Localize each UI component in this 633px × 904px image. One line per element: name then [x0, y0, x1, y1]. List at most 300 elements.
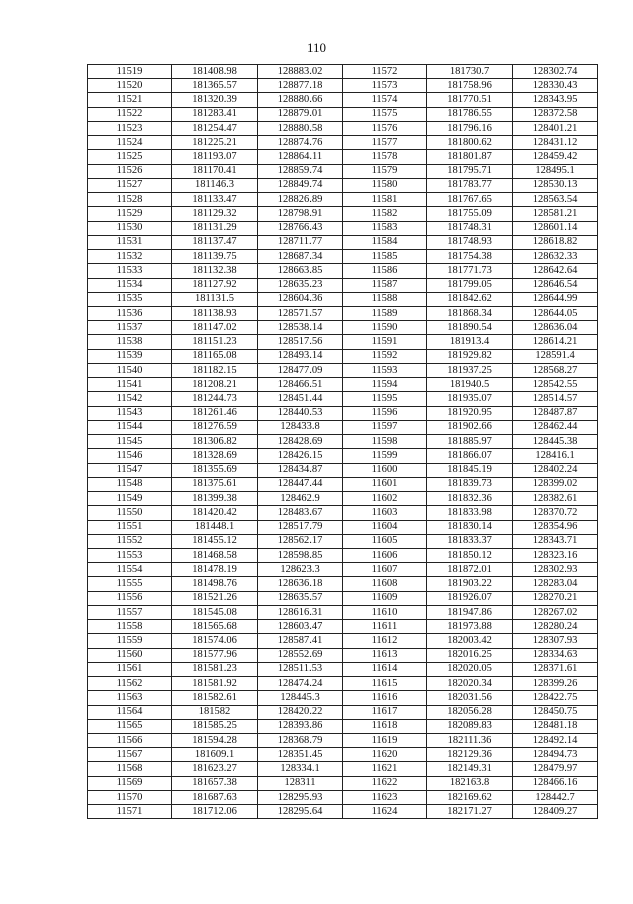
point-number-cell: 11617: [343, 705, 427, 719]
table-row: [88, 492, 598, 506]
y-coordinate-cell: 128618.82: [513, 235, 598, 249]
x-coordinate-cell: 181903.22: [427, 577, 513, 591]
x-coordinate-cell: 181132.38: [172, 264, 258, 278]
table-row: [88, 577, 598, 591]
y-coordinate-cell: 128483.67: [258, 506, 343, 520]
y-coordinate-cell: 128614.21: [513, 335, 598, 349]
point-number-cell: 11605: [343, 534, 427, 548]
point-number-cell: 11585: [343, 250, 427, 264]
x-coordinate-cell: 181261.46: [172, 406, 258, 420]
y-coordinate-cell: 128864.11: [258, 150, 343, 164]
y-coordinate-cell: 128399.26: [513, 677, 598, 691]
table-row: [88, 250, 598, 264]
point-number-cell: 11530: [88, 221, 172, 235]
x-coordinate-cell: 181581.23: [172, 662, 258, 676]
y-coordinate-cell: 128616.31: [258, 605, 343, 619]
y-coordinate-cell: 128646.54: [513, 278, 598, 292]
x-coordinate-cell: 181594.28: [172, 734, 258, 748]
x-coordinate-cell: 181866.07: [427, 449, 513, 463]
point-number-cell: 11526: [88, 164, 172, 178]
y-coordinate-cell: 128880.66: [258, 93, 343, 107]
table-row: [88, 605, 598, 619]
x-coordinate-cell: 181244.73: [172, 392, 258, 406]
point-number-cell: 11583: [343, 221, 427, 235]
x-coordinate-cell: 181623.27: [172, 762, 258, 776]
x-coordinate-cell: 181193.07: [172, 150, 258, 164]
y-coordinate-cell: 128445.3: [258, 691, 343, 705]
x-coordinate-cell: 181478.19: [172, 563, 258, 577]
y-coordinate-cell: 128632.33: [513, 250, 598, 264]
table-row: [88, 65, 598, 79]
x-coordinate-cell: 181687.63: [172, 790, 258, 804]
x-coordinate-cell: 181758.96: [427, 79, 513, 93]
point-number-cell: 11558: [88, 620, 172, 634]
point-number-cell: 11577: [343, 136, 427, 150]
table-row: [88, 506, 598, 520]
point-number-cell: 11532: [88, 250, 172, 264]
point-number-cell: 11598: [343, 435, 427, 449]
x-coordinate-cell: 181748.31: [427, 221, 513, 235]
x-coordinate-cell: 181657.38: [172, 776, 258, 790]
point-number-cell: 11553: [88, 548, 172, 562]
point-number-cell: 11599: [343, 449, 427, 463]
x-coordinate-cell: 181448.1: [172, 520, 258, 534]
y-coordinate-cell: 128880.58: [258, 121, 343, 135]
y-coordinate-cell: 128368.79: [258, 734, 343, 748]
x-coordinate-cell: 181801.87: [427, 150, 513, 164]
x-coordinate-cell: 181842.62: [427, 292, 513, 306]
point-number-cell: 11566: [88, 734, 172, 748]
x-coordinate-cell: 182056.28: [427, 705, 513, 719]
point-number-cell: 11604: [343, 520, 427, 534]
x-coordinate-cell: 181133.47: [172, 193, 258, 207]
y-coordinate-cell: 128428.69: [258, 435, 343, 449]
table-row: [88, 79, 598, 93]
table-row: [88, 790, 598, 804]
y-coordinate-cell: 128434.87: [258, 463, 343, 477]
y-coordinate-cell: 128849.74: [258, 178, 343, 192]
point-number-cell: 11564: [88, 705, 172, 719]
point-number-cell: 11523: [88, 121, 172, 135]
table-row: [88, 235, 598, 249]
x-coordinate-cell: 181375.61: [172, 477, 258, 491]
point-number-cell: 11519: [88, 65, 172, 79]
table-row: [88, 136, 598, 150]
y-coordinate-cell: 128420.22: [258, 705, 343, 719]
x-coordinate-cell: 181940.5: [427, 378, 513, 392]
point-number-cell: 11574: [343, 93, 427, 107]
point-number-cell: 11609: [343, 591, 427, 605]
y-coordinate-cell: 128372.58: [513, 107, 598, 121]
table-row: [88, 121, 598, 135]
point-number-cell: 11615: [343, 677, 427, 691]
x-coordinate-cell: 182169.62: [427, 790, 513, 804]
y-coordinate-cell: 128479.97: [513, 762, 598, 776]
y-coordinate-cell: 128466.51: [258, 378, 343, 392]
y-coordinate-cell: 128401.21: [513, 121, 598, 135]
y-coordinate-cell: 128517.56: [258, 335, 343, 349]
y-coordinate-cell: 128563.54: [513, 193, 598, 207]
point-number-cell: 11614: [343, 662, 427, 676]
x-coordinate-cell: 182003.42: [427, 634, 513, 648]
y-coordinate-cell: 128562.17: [258, 534, 343, 548]
table-row: [88, 93, 598, 107]
point-number-cell: 11595: [343, 392, 427, 406]
y-coordinate-cell: 128295.93: [258, 790, 343, 804]
y-coordinate-cell: 128636.18: [258, 577, 343, 591]
x-coordinate-cell: 181420.42: [172, 506, 258, 520]
point-number-cell: 11534: [88, 278, 172, 292]
point-number-cell: 11596: [343, 406, 427, 420]
page-number: 110: [306, 40, 327, 55]
point-number-cell: 11620: [343, 748, 427, 762]
y-coordinate-cell: 128459.42: [513, 150, 598, 164]
x-coordinate-cell: 182020.05: [427, 662, 513, 676]
x-coordinate-cell: 181146.3: [172, 178, 258, 192]
table-row: [88, 349, 598, 363]
y-coordinate-cell: 128440.53: [258, 406, 343, 420]
y-coordinate-cell: 128604.36: [258, 292, 343, 306]
point-number-cell: 11602: [343, 492, 427, 506]
point-number-cell: 11542: [88, 392, 172, 406]
table-row: [88, 164, 598, 178]
table-row: [88, 150, 598, 164]
point-number-cell: 11565: [88, 719, 172, 733]
point-number-cell: 11576: [343, 121, 427, 135]
x-coordinate-cell: 181131.29: [172, 221, 258, 235]
y-coordinate-cell: 128514.57: [513, 392, 598, 406]
y-coordinate-cell: 128603.47: [258, 620, 343, 634]
point-number-cell: 11551: [88, 520, 172, 534]
point-number-cell: 11623: [343, 790, 427, 804]
x-coordinate-cell: 181832.36: [427, 492, 513, 506]
y-coordinate-cell: 128487.87: [513, 406, 598, 420]
point-number-cell: 11562: [88, 677, 172, 691]
x-coordinate-cell: 181833.37: [427, 534, 513, 548]
point-number-cell: 11560: [88, 648, 172, 662]
y-coordinate-cell: 128267.02: [513, 605, 598, 619]
table-row: [88, 392, 598, 406]
point-number-cell: 11522: [88, 107, 172, 121]
x-coordinate-cell: 181127.92: [172, 278, 258, 292]
x-coordinate-cell: 181565.68: [172, 620, 258, 634]
y-coordinate-cell: 128445.38: [513, 435, 598, 449]
y-coordinate-cell: 128462.9: [258, 492, 343, 506]
y-coordinate-cell: 128591.4: [513, 349, 598, 363]
x-coordinate-cell: 181937.25: [427, 363, 513, 377]
y-coordinate-cell: 128530.13: [513, 178, 598, 192]
x-coordinate-cell: 181165.08: [172, 349, 258, 363]
y-coordinate-cell: 128393.86: [258, 719, 343, 733]
y-coordinate-cell: 128354.96: [513, 520, 598, 534]
y-coordinate-cell: 128766.43: [258, 221, 343, 235]
x-coordinate-cell: 181138.93: [172, 306, 258, 320]
point-number-cell: 11520: [88, 79, 172, 93]
point-number-cell: 11603: [343, 506, 427, 520]
table-row: [88, 449, 598, 463]
x-coordinate-cell: 181320.39: [172, 93, 258, 107]
point-number-cell: 11546: [88, 449, 172, 463]
table-row: [88, 435, 598, 449]
x-coordinate-cell: 181581.92: [172, 677, 258, 691]
y-coordinate-cell: 128642.64: [513, 264, 598, 278]
point-number-cell: 11538: [88, 335, 172, 349]
x-coordinate-cell: 181712.06: [172, 805, 258, 819]
table-row: [88, 178, 598, 192]
point-number-cell: 11557: [88, 605, 172, 619]
point-number-cell: 11613: [343, 648, 427, 662]
y-coordinate-cell: 128451.44: [258, 392, 343, 406]
y-coordinate-cell: 128883.02: [258, 65, 343, 79]
x-coordinate-cell: 181833.98: [427, 506, 513, 520]
table-row: [88, 292, 598, 306]
y-coordinate-cell: 128598.85: [258, 548, 343, 562]
point-number-cell: 11539: [88, 349, 172, 363]
point-number-cell: 11568: [88, 762, 172, 776]
x-coordinate-cell: 181795.71: [427, 164, 513, 178]
point-number-cell: 11547: [88, 463, 172, 477]
point-number-cell: 11573: [343, 79, 427, 93]
y-coordinate-cell: 128382.61: [513, 492, 598, 506]
y-coordinate-cell: 128330.43: [513, 79, 598, 93]
table-row: [88, 762, 598, 776]
table-row: [88, 306, 598, 320]
point-number-cell: 11569: [88, 776, 172, 790]
point-number-cell: 11600: [343, 463, 427, 477]
table-row: [88, 563, 598, 577]
point-number-cell: 11592: [343, 349, 427, 363]
point-number-cell: 11528: [88, 193, 172, 207]
point-number-cell: 11580: [343, 178, 427, 192]
point-number-cell: 11552: [88, 534, 172, 548]
point-number-cell: 11584: [343, 235, 427, 249]
point-number-cell: 11624: [343, 805, 427, 819]
x-coordinate-cell: 181276.59: [172, 420, 258, 434]
y-coordinate-cell: 128552.69: [258, 648, 343, 662]
x-coordinate-cell: 182089.83: [427, 719, 513, 733]
point-number-cell: 11559: [88, 634, 172, 648]
y-coordinate-cell: 128636.04: [513, 321, 598, 335]
table-row: [88, 776, 598, 790]
point-number-cell: 11586: [343, 264, 427, 278]
point-number-cell: 11536: [88, 306, 172, 320]
x-coordinate-cell: 181755.09: [427, 207, 513, 221]
y-coordinate-cell: 128442.7: [513, 790, 598, 804]
point-number-cell: 11521: [88, 93, 172, 107]
x-coordinate-cell: 181151.23: [172, 335, 258, 349]
table-row: [88, 420, 598, 434]
point-number-cell: 11591: [343, 335, 427, 349]
x-coordinate-cell: 181902.66: [427, 420, 513, 434]
point-number-cell: 11601: [343, 477, 427, 491]
table-row: [88, 705, 598, 719]
x-coordinate-cell: 182171.27: [427, 805, 513, 819]
y-coordinate-cell: 128450.75: [513, 705, 598, 719]
x-coordinate-cell: 181850.12: [427, 548, 513, 562]
x-coordinate-cell: 181754.38: [427, 250, 513, 264]
x-coordinate-cell: 181783.77: [427, 178, 513, 192]
x-coordinate-cell: 181767.65: [427, 193, 513, 207]
x-coordinate-cell: 181890.54: [427, 321, 513, 335]
x-coordinate-cell: 182031.56: [427, 691, 513, 705]
point-number-cell: 11582: [343, 207, 427, 221]
table-row: [88, 805, 598, 819]
point-number-cell: 11525: [88, 150, 172, 164]
x-coordinate-cell: 181129.32: [172, 207, 258, 221]
y-coordinate-cell: 128447.44: [258, 477, 343, 491]
y-coordinate-cell: 128826.89: [258, 193, 343, 207]
x-coordinate-cell: 182129.36: [427, 748, 513, 762]
table-row: [88, 477, 598, 491]
table-row: [88, 107, 598, 121]
x-coordinate-cell: 181771.73: [427, 264, 513, 278]
x-coordinate-cell: 181872.01: [427, 563, 513, 577]
point-number-cell: 11540: [88, 363, 172, 377]
point-number-cell: 11611: [343, 620, 427, 634]
y-coordinate-cell: 128270.21: [513, 591, 598, 605]
y-coordinate-cell: 128426.15: [258, 449, 343, 463]
y-coordinate-cell: 128495.1: [513, 164, 598, 178]
x-coordinate-cell: 181868.34: [427, 306, 513, 320]
y-coordinate-cell: 128302.93: [513, 563, 598, 577]
y-coordinate-cell: 128663.85: [258, 264, 343, 278]
x-coordinate-cell: 181973.88: [427, 620, 513, 634]
point-number-cell: 11587: [343, 278, 427, 292]
x-coordinate-cell: 181770.51: [427, 93, 513, 107]
x-coordinate-cell: 182111.36: [427, 734, 513, 748]
x-coordinate-cell: 181947.86: [427, 605, 513, 619]
y-coordinate-cell: 128623.3: [258, 563, 343, 577]
point-number-cell: 11561: [88, 662, 172, 676]
y-coordinate-cell: 128687.34: [258, 250, 343, 264]
point-number-cell: 11607: [343, 563, 427, 577]
x-coordinate-cell: 181182.15: [172, 363, 258, 377]
x-coordinate-cell: 181131.5: [172, 292, 258, 306]
x-coordinate-cell: 182163.8: [427, 776, 513, 790]
point-number-cell: 11527: [88, 178, 172, 192]
point-number-cell: 11621: [343, 762, 427, 776]
x-coordinate-cell: 181796.16: [427, 121, 513, 135]
y-coordinate-cell: 128859.74: [258, 164, 343, 178]
y-coordinate-cell: 128581.21: [513, 207, 598, 221]
table-row: [88, 734, 598, 748]
point-number-cell: 11567: [88, 748, 172, 762]
x-coordinate-cell: 181609.1: [172, 748, 258, 762]
point-number-cell: 11537: [88, 321, 172, 335]
y-coordinate-cell: 128334.1: [258, 762, 343, 776]
y-coordinate-cell: 128402.24: [513, 463, 598, 477]
table-row: [88, 321, 598, 335]
table-row: [88, 591, 598, 605]
y-coordinate-cell: 128711.77: [258, 235, 343, 249]
table-row: [88, 463, 598, 477]
point-number-cell: 11544: [88, 420, 172, 434]
point-number-cell: 11533: [88, 264, 172, 278]
x-coordinate-cell: 181913.4: [427, 335, 513, 349]
point-number-cell: 11590: [343, 321, 427, 335]
table-row: [88, 620, 598, 634]
point-number-cell: 11541: [88, 378, 172, 392]
x-coordinate-cell: 181283.41: [172, 107, 258, 121]
table-row: [88, 634, 598, 648]
y-coordinate-cell: 128538.14: [258, 321, 343, 335]
x-coordinate-cell: 181328.69: [172, 449, 258, 463]
y-coordinate-cell: 128517.79: [258, 520, 343, 534]
table-row: [88, 677, 598, 691]
y-coordinate-cell: 128307.93: [513, 634, 598, 648]
x-coordinate-cell: 181885.97: [427, 435, 513, 449]
x-coordinate-cell: 182016.25: [427, 648, 513, 662]
x-coordinate-cell: 181582.61: [172, 691, 258, 705]
y-coordinate-cell: 128874.76: [258, 136, 343, 150]
x-coordinate-cell: 181208.21: [172, 378, 258, 392]
point-number-cell: 11594: [343, 378, 427, 392]
x-coordinate-cell: 181799.05: [427, 278, 513, 292]
table-row: [88, 534, 598, 548]
table-row: [88, 691, 598, 705]
point-number-cell: 11606: [343, 548, 427, 562]
x-coordinate-cell: 181365.57: [172, 79, 258, 93]
point-number-cell: 11555: [88, 577, 172, 591]
point-number-cell: 11612: [343, 634, 427, 648]
y-coordinate-cell: 128323.16: [513, 548, 598, 562]
y-coordinate-cell: 128302.74: [513, 65, 598, 79]
point-number-cell: 11588: [343, 292, 427, 306]
point-number-cell: 11563: [88, 691, 172, 705]
point-number-cell: 11548: [88, 477, 172, 491]
point-number-cell: 11589: [343, 306, 427, 320]
x-coordinate-cell: 181399.38: [172, 492, 258, 506]
x-coordinate-cell: 181935.07: [427, 392, 513, 406]
point-number-cell: 11622: [343, 776, 427, 790]
point-number-cell: 11535: [88, 292, 172, 306]
x-coordinate-cell: 181468.58: [172, 548, 258, 562]
point-number-cell: 11618: [343, 719, 427, 733]
x-coordinate-cell: 181845.19: [427, 463, 513, 477]
x-coordinate-cell: 182020.34: [427, 677, 513, 691]
x-coordinate-cell: 181498.76: [172, 577, 258, 591]
x-coordinate-cell: 181574.06: [172, 634, 258, 648]
y-coordinate-cell: 128416.1: [513, 449, 598, 463]
table-row: [88, 748, 598, 762]
table-row: [88, 548, 598, 562]
y-coordinate-cell: 128644.05: [513, 306, 598, 320]
coordinates-table-body: [88, 65, 598, 819]
y-coordinate-cell: 128494.73: [513, 748, 598, 762]
point-number-cell: 11581: [343, 193, 427, 207]
y-coordinate-cell: 128879.01: [258, 107, 343, 121]
y-coordinate-cell: 128877.18: [258, 79, 343, 93]
y-coordinate-cell: 128422.75: [513, 691, 598, 705]
y-coordinate-cell: 128481.18: [513, 719, 598, 733]
point-number-cell: 11593: [343, 363, 427, 377]
x-coordinate-cell: 181147.02: [172, 321, 258, 335]
y-coordinate-cell: 128283.04: [513, 577, 598, 591]
x-coordinate-cell: 182149.31: [427, 762, 513, 776]
x-coordinate-cell: 181455.12: [172, 534, 258, 548]
table-row: [88, 278, 598, 292]
point-number-cell: 11616: [343, 691, 427, 705]
table-row: [88, 264, 598, 278]
x-coordinate-cell: 181254.47: [172, 121, 258, 135]
y-coordinate-cell: 128343.71: [513, 534, 598, 548]
y-coordinate-cell: 128511.53: [258, 662, 343, 676]
point-number-cell: 11610: [343, 605, 427, 619]
point-number-cell: 11570: [88, 790, 172, 804]
y-coordinate-cell: 128466.16: [513, 776, 598, 790]
table-row: [88, 520, 598, 534]
point-number-cell: 11554: [88, 563, 172, 577]
